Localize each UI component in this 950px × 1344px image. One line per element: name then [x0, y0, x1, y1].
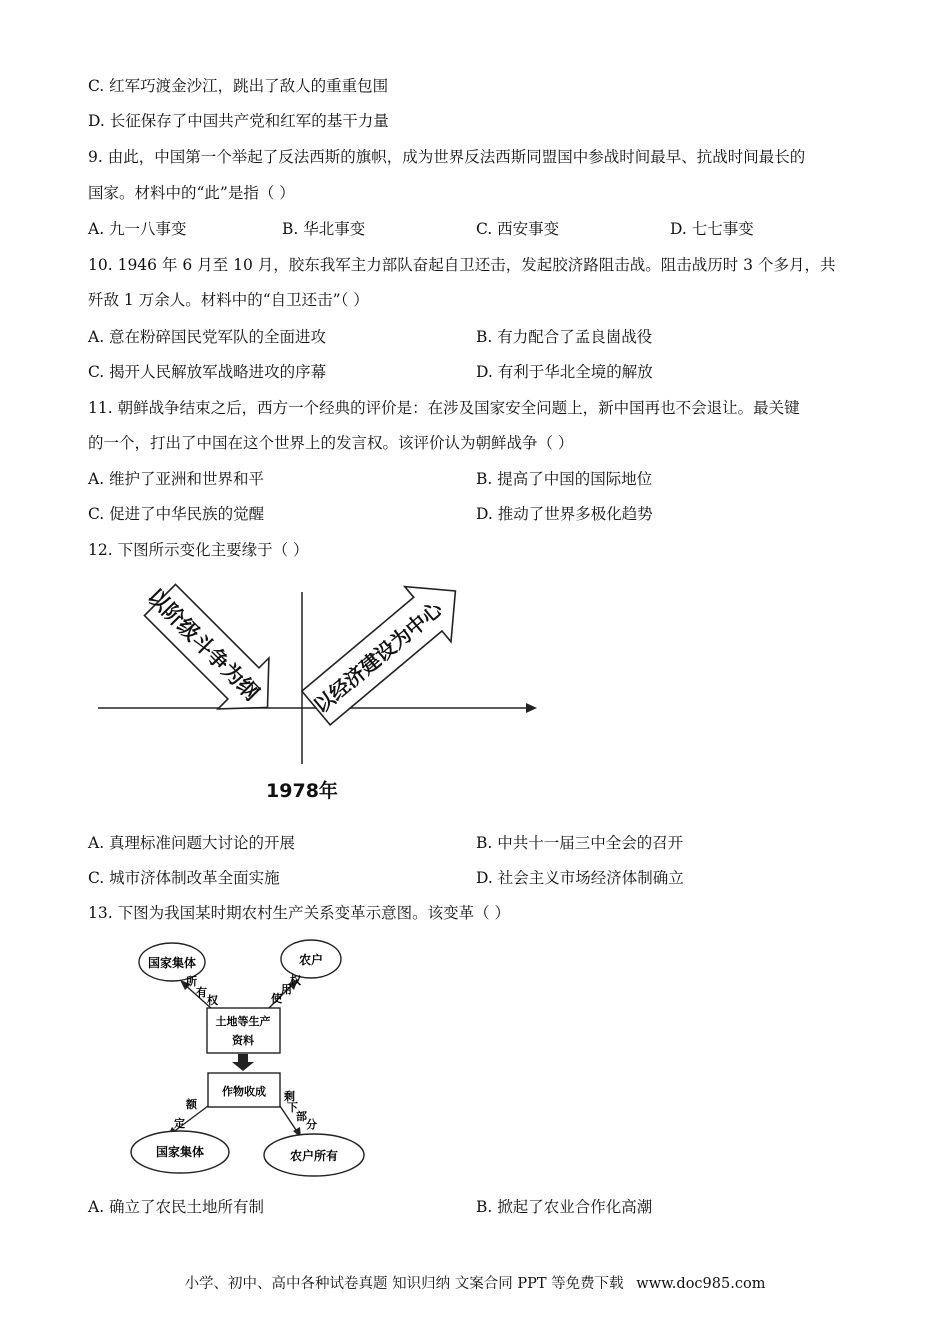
q13-label-quan2: 权	[290, 974, 301, 987]
q12-year-label: 1978年	[266, 780, 338, 802]
q13-bottom-right-ellipse-text: 农户所有	[289, 1149, 339, 1163]
q11-option-a: A. 维护了亚洲和世界和平	[88, 470, 265, 488]
q11-option-b: B. 提高了中国的国际地位	[476, 470, 653, 488]
q13-label-suo: 所	[186, 975, 197, 988]
footer-site-link[interactable]: www.doc985.com	[636, 1276, 766, 1292]
q9-option-d: D. 七七事变	[670, 220, 754, 238]
q13-option-a: A. 确立了农民土地所有制	[88, 1198, 265, 1216]
q13-label-bu: 部	[296, 1110, 307, 1123]
q13-center-box-line2: 资料	[232, 1034, 254, 1047]
q9-option-b: B. 华北事变	[282, 220, 366, 238]
q13-label-fen: 分	[306, 1118, 317, 1131]
q12-option-d: D. 社会主义市场经济体制确立	[476, 869, 684, 887]
q12-down-arrow-text: 以阶级斗争为纲	[142, 584, 264, 706]
q12-stem: 12. 下图所示变化主要缘于（ ）	[88, 541, 309, 559]
q8-option-d: D. 长征保存了中国共产党和红军的基干力量	[88, 112, 389, 130]
q11-stem-line2: 的一个，打出了中国在这个世界上的发言权。该评价认为朝鲜战争（ ）	[88, 434, 574, 452]
q10-option-a: A. 意在粉碎国民党军队的全面进攻	[88, 328, 327, 346]
q10-option-b: B. 有力配合了孟良崮战役	[476, 328, 653, 346]
q9-option-a: A. 九一八事变	[88, 220, 187, 238]
q9-option-c: C. 西安事变	[476, 220, 560, 238]
q13-label-quan1: 权	[207, 994, 218, 1007]
page-footer	[0, 1272, 950, 1293]
q12-option-c: C. 城市济体制改革全面实施	[88, 869, 280, 887]
q12-up-arrow-text: 以经济建设为中心	[308, 596, 447, 718]
q13-bottom-left-ellipse-text: 国家集体	[155, 1145, 205, 1159]
q13-label-you: 有	[196, 986, 207, 999]
q13-top-left-ellipse-text: 国家集体	[147, 956, 197, 970]
q13-stem: 13. 下图为我国某时期农村生产关系变革示意图。该变革（ ）	[88, 904, 511, 922]
q13-lower-box-text: 作物收成	[222, 1085, 266, 1098]
q9-stem-line1: 9. 由此，中国第一个举起了反法西斯的旗帜，成为世界反法西斯同盟国中参战时间最早、抗战时间最长的	[88, 148, 806, 166]
q13-label-yong: 用	[281, 983, 292, 996]
q13-label-sheng: 剩	[284, 1090, 295, 1103]
q13-label-shi: 使	[271, 992, 282, 1005]
q13-label-xia: 下	[287, 1101, 298, 1114]
q11-option-d: D. 推动了世界多极化趋势	[476, 505, 653, 523]
q10-stem-line1: 10. 1946 年 6 月至 10 月，胶东我军主力部队奋起自卫还击，发起胶济路阻击战。阻击战历时 3 个多月，共	[88, 256, 836, 274]
q10-stem-line2: 歼敌 1 万余人。材料中的“自卫还击”（ ）	[88, 291, 369, 309]
q13-label-e: 额	[186, 1098, 197, 1111]
q13-down-arrow	[232, 1054, 254, 1071]
q12-option-a: A. 真理标准问题大讨论的开展	[88, 834, 296, 852]
q12-option-b: B. 中共十一届三中全会的召开	[476, 834, 684, 852]
footer-text: 小学、初中、高中各种试卷真题 知识归纳 文案合同 PPT 等免费下载	[184, 1276, 624, 1292]
q13-top-right-ellipse-text: 农户	[298, 953, 324, 967]
q13-option-b: B. 掀起了农业合作化高潮	[476, 1198, 653, 1216]
q10-option-d: D. 有利于华北全境的解放	[476, 363, 653, 381]
q8-option-c: C. 红军巧渡金沙江，跳出了敌人的重重包围	[88, 77, 389, 95]
q11-stem-line1: 11. 朝鲜战争结束之后，西方一个经典的评价是：在涉及国家安全问题上，新中国再也不会退让。最关键	[88, 399, 800, 417]
q13-center-box-line1: 土地等生产	[215, 1015, 271, 1028]
q10-option-c: C. 揭开人民解放军战略进攻的序幕	[88, 363, 327, 381]
q9-stem-line2: 国家。材料中的“此”是指（ ）	[88, 184, 295, 202]
q11-option-c: C. 促进了中华民族的觉醒	[88, 505, 265, 523]
q13-label-ding: 定	[174, 1117, 185, 1130]
